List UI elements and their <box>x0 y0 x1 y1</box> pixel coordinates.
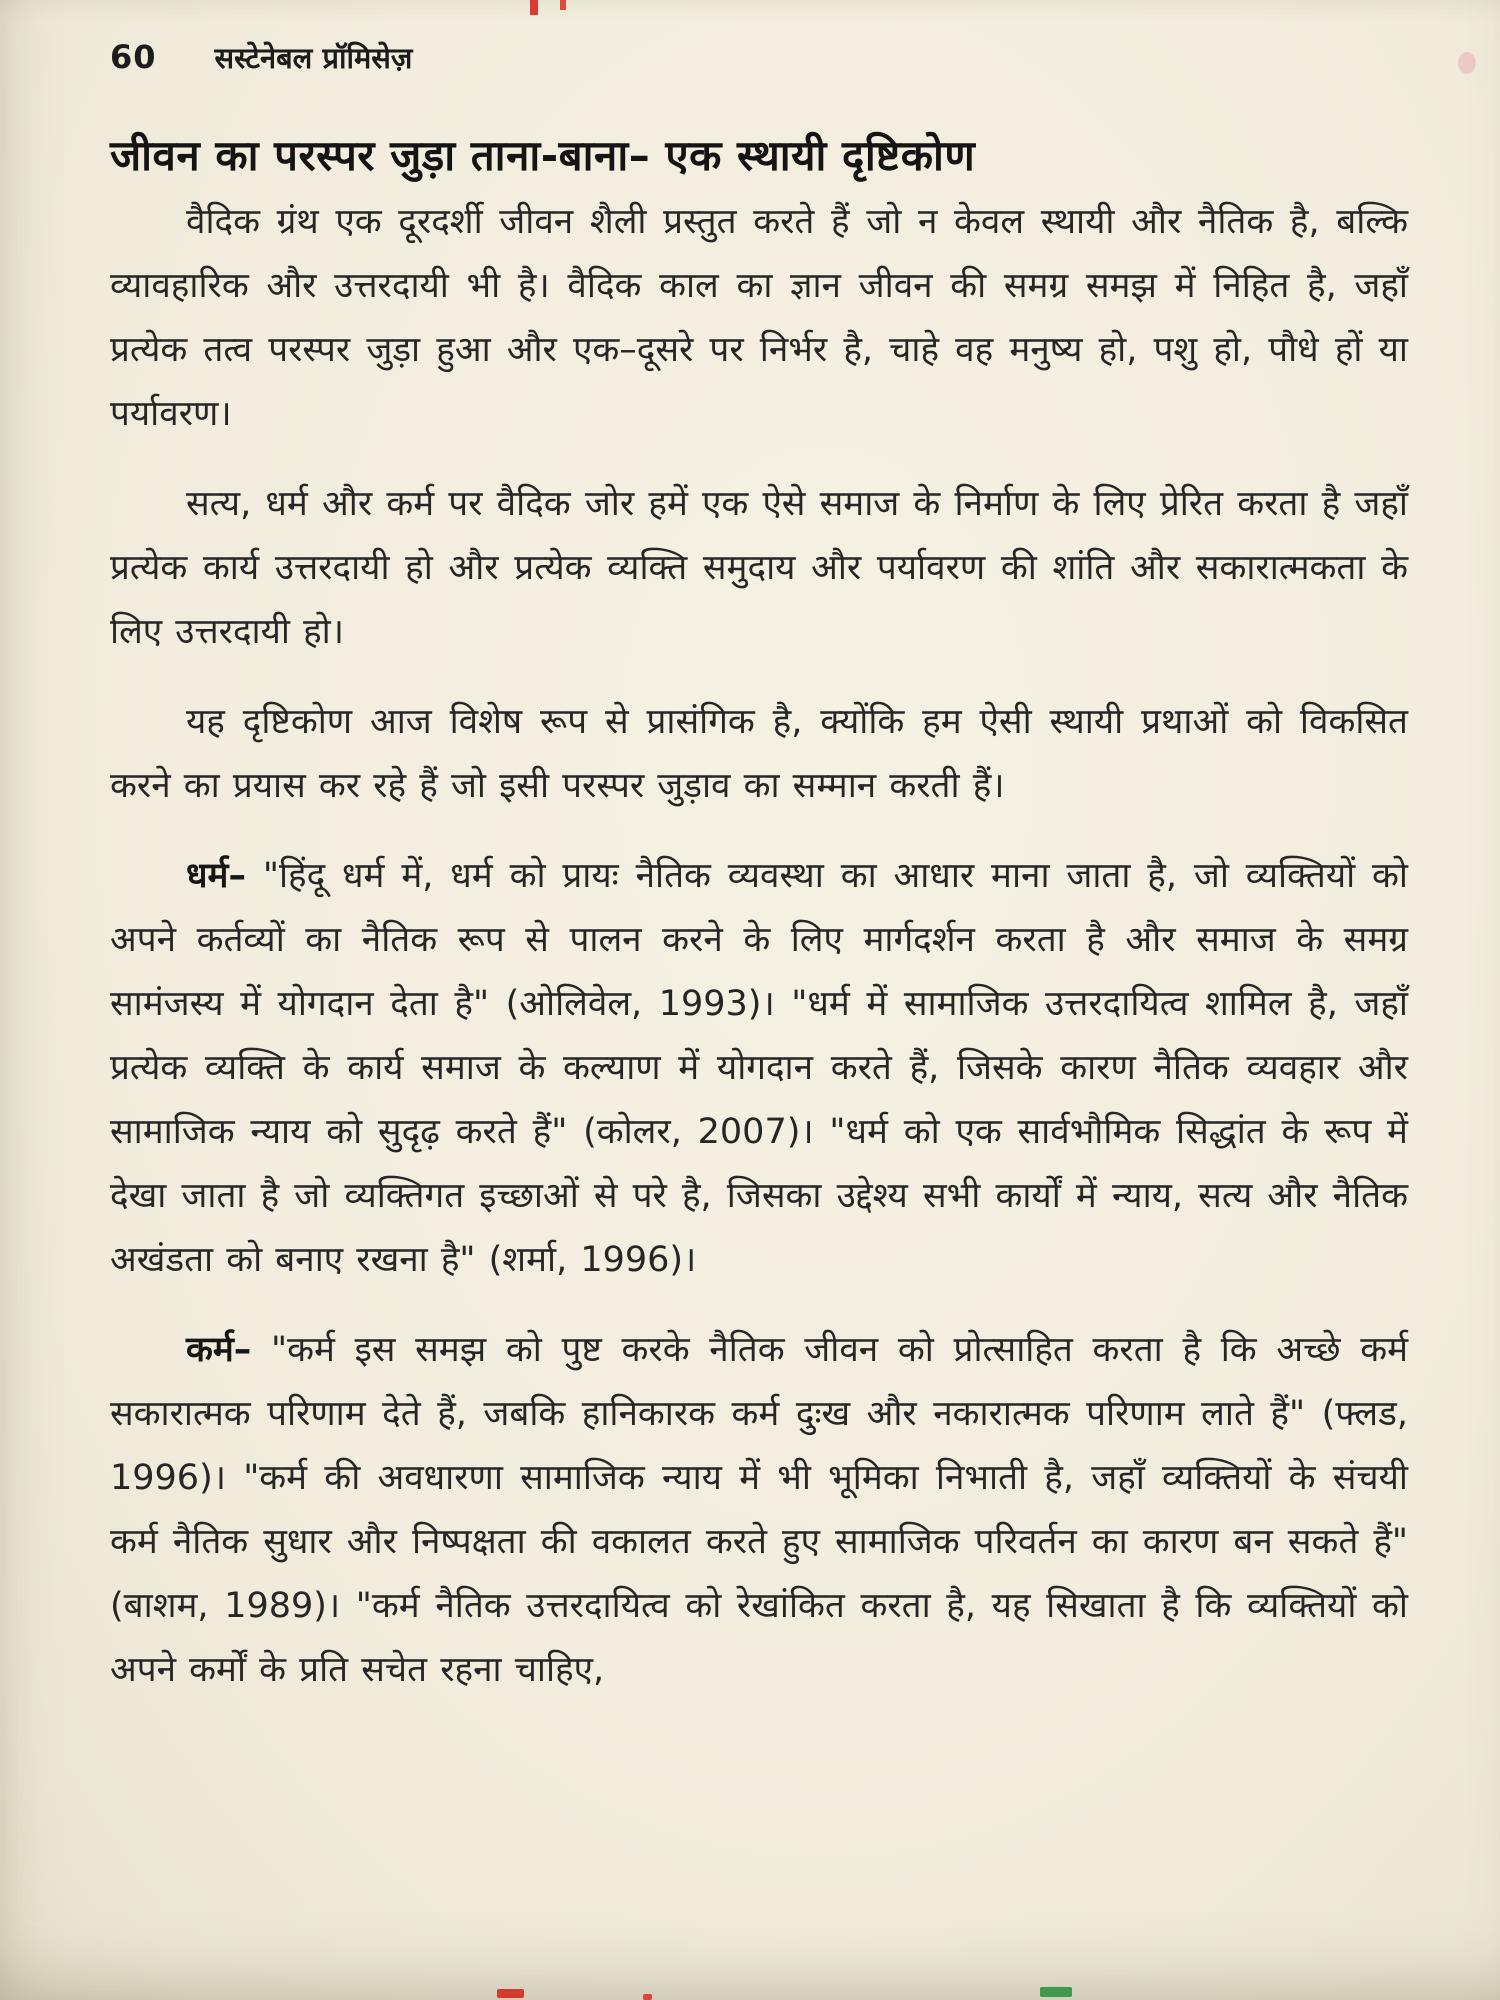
paragraph-dharma-text: "हिंदू धर्म में, धर्म को प्रायः नैतिक व्यवस्था का आधार माना जाता है, जो व्यक्तियों को अपने कर्तव्यों का नैतिक रूप से पालन करने के लिए मार्गदर्शन करता है और समाज के समग्र सामंजस्य में योगदान देता है" (ओलिवेल, 1993)। "धर्म में सामाजिक उत्तरदायित्व शामिल है, जहाँ प्रत्येक व्यक्ति के कार्य समाज के कल्याण में योगदान करते हैं, जिसके कारण नैतिक व्यवहार और सामाजिक न्याय को सुदृढ़ करते हैं" (कोलर, 2007)। "धर्म को एक सार्वभौमिक सिद्धांत के रूप में देखा जाता है जो व्यक्तिगत इच्छाओं से परे है, जिसका उद्देश्य सभी कार्यों में न्याय, सत्य और नैतिक अखंडता को बनाए रखना है" (शर्मा, 1996)। <box>110 855 1408 1280</box>
scan-artifact-top-red-1 <box>530 0 538 15</box>
scan-artifact-bottom-green <box>1040 1987 1072 1997</box>
scan-artifact-bottom-red <box>497 1989 524 1998</box>
paragraph-karma-text: "कर्म इस समझ को पुष्ट करके नैतिक जीवन को प्रोत्साहित करता है कि अच्छे कर्म सकारात्मक परिणाम देते हैं, जबकि हानिकारक कर्म दुःख और नकारात्मक परिणाम लाते हैं" (फ्लड, 1996)। "कर्म की अवधारणा सामाजिक न्याय में भी भूमिका निभाती है, जहाँ व्यक्तियों के संचयी कर्म नैतिक सुधार और निष्पक्षता की वकालत करते हुए सामाजिक परिवर्तन का कारण बन सकते हैं" (बाशम, 1989)। "कर्म नैतिक उत्तरदायित्व को रेखांकित करता है, यह सिखाता है कि व्यक्तियों को अपने कर्मों के प्रति सचेत रहना चाहिए, <box>110 1329 1408 1690</box>
section-heading: जीवन का परस्पर जुड़ा ताना-बाना– एक स्थायी दृष्टिकोण <box>110 131 976 180</box>
running-title: सस्टेनेबल प्रॉमिसेज़ <box>214 41 413 75</box>
scan-artifact-top-red-2 <box>560 0 566 10</box>
term-dharma: धर्म– <box>186 855 246 896</box>
page-body <box>110 129 1408 1702</box>
term-karma: कर्म– <box>186 1329 252 1370</box>
paragraph-karma <box>110 1318 1408 1702</box>
paragraph-society: सत्य, धर्म और कर्म पर वैदिक जोर हमें एक ऐसे समाज के निर्माण के लिए प्रेरित करता है जहाँ प्रत्येक कार्य उत्तरदायी हो और प्रत्येक व्यक्ति समुदाय और पर्यावरण की शांति और सकारात्मकता के लिए उत्तरदायी हो। <box>110 483 1408 652</box>
paragraph-intro: वैदिक ग्रंथ एक दूरदर्शी जीवन शैली प्रस्तुत करते हैं जो न केवल स्थायी और नैतिक है, बल्कि व्यावहारिक और उत्तरदायी भी है। वैदिक काल का ज्ञान जीवन की समग्र समझ में निहित है, जहाँ प्रत्येक तत्व परस्पर जुड़ा हुआ और एक–दूसरे पर निर्भर है, चाहे वह मनुष्य हो, पशु हो, पौधे हों या पर्यावरण। <box>110 201 1408 434</box>
scan-artifact-bottom-red-dot <box>643 1994 652 2000</box>
scan-artifact-pink-smudge <box>1458 52 1476 74</box>
paragraph-relevance: यह दृष्टिकोण आज विशेष रूप से प्रासंगिक है, क्योंकि हम ऐसी स्थायी प्रथाओं को विकसित करने का प्रयास कर रहे हैं जो इसी परस्पर जुड़ाव का सम्मान करती हैं। <box>110 701 1408 806</box>
running-header <box>110 38 1408 77</box>
page-number: 60 <box>110 38 157 76</box>
paragraph-dharma <box>110 844 1408 1292</box>
